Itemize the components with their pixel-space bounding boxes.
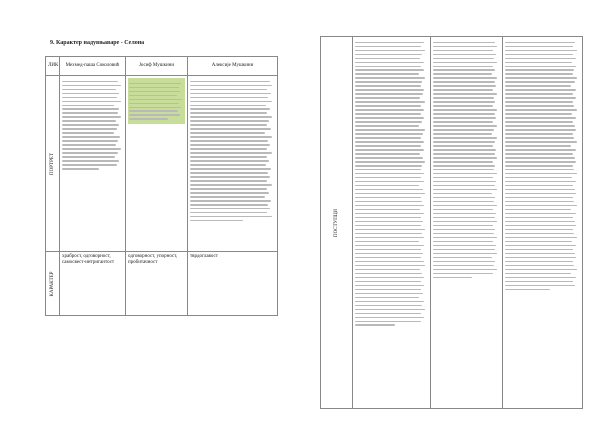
portrait-col2-text xyxy=(126,76,188,252)
character-col2-text: одговорност, упорност, пробитачност xyxy=(126,252,188,316)
section-heading: 9. Карактер надувњаваре - Селона xyxy=(50,40,145,46)
character-table xyxy=(45,56,278,316)
row-label-character: КАРАКТЕР xyxy=(46,252,60,316)
row-label-portrait: ПОРТРЕТ xyxy=(46,76,60,252)
portrait-col3-text xyxy=(188,76,278,252)
row-label-actions: ПОСТУПЦИ xyxy=(321,37,353,409)
portrait-col1-text xyxy=(60,76,126,252)
actions-col1-text xyxy=(353,37,431,409)
table-row-portrait xyxy=(46,76,278,252)
header-col3: Алексије Мушкини xyxy=(188,57,278,76)
table-row-character xyxy=(46,252,278,316)
header-col2: Јосиф Мушкини xyxy=(126,57,188,76)
table-row-actions xyxy=(321,37,583,409)
actions-col3-text xyxy=(503,37,583,409)
actions-col2-text xyxy=(431,37,503,409)
table-header-row xyxy=(46,57,278,76)
actions-table xyxy=(320,36,583,409)
header-lik: ЛИК xyxy=(46,57,60,76)
header-col1: Мехмед-паша Соколовић xyxy=(60,57,126,76)
right-page xyxy=(300,0,600,424)
highlighted-passage xyxy=(128,78,185,124)
character-col1-text: храброст, одговорност, самосвест-интригантост xyxy=(60,252,126,316)
character-col3-text: тврдоглавост xyxy=(188,252,278,316)
